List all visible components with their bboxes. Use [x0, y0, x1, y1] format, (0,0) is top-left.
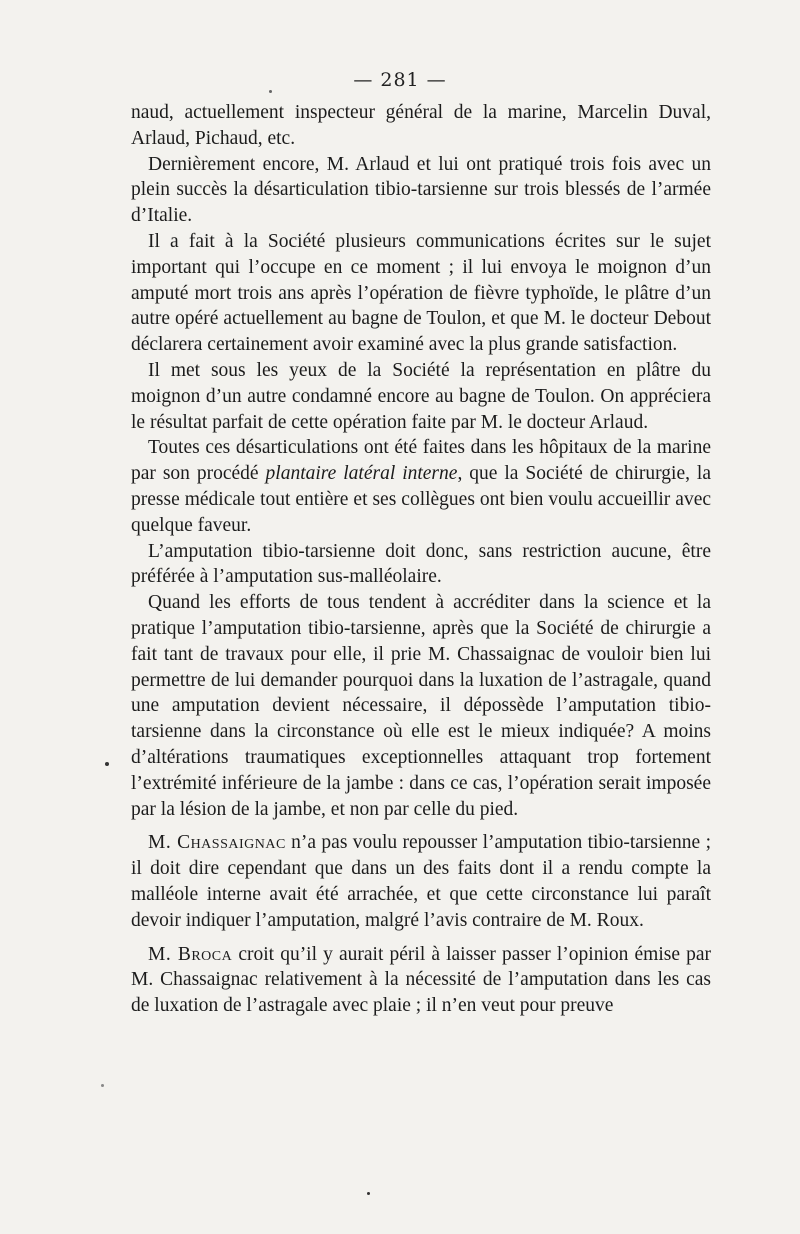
intervention-chassaignac — [131, 830, 711, 933]
procedure-name: plantaire latéral interne — [265, 463, 458, 485]
ink-speck — [105, 762, 109, 766]
paragraph-continuation: naud, actuellement inspecteur général de la marine, Marcelin Duval, Arlaud, Pichaud, etc. — [131, 102, 711, 149]
page-number: — 281 — — [353, 69, 447, 91]
ink-speck — [269, 90, 272, 93]
page-body — [131, 100, 711, 1019]
intervention-text: n’a pas voulu repousser l’amputation tibio-tarsienne ; il doit dire cependant que dans un des faits dont il a rendu compte la malléole interne avait été arrachée, et que cette circonstance lui paraît devoir indiquer l’amputation, malgré l’avis contraire de M. Roux. — [131, 832, 711, 931]
paragraph-text: Toutes ces désarticulations ont été faites dans les hôpitaux de la marine par son procédé — [131, 437, 711, 485]
paragraph: Quand les efforts de tous tendent à accréditer dans la science et la pratique l’amputation tibio-tarsienne, après que la Société de chirurgie a fait tant de travaux pour elle, il prie M. Chassaignac de vouloir bien lui permettre de lui demander pourquoi dans la luxation de l’astragale, quand une amputation devient nécessaire, il dépossède l’amputation tibio-tarsienne dans la circonstance où elle est le mieux indiquée? A moins d’altérations traumatiques exceptionnelles attaquant trop fortement l’extrémité inférieure de la jambe : dans ce cas, l’opération serait imposée par la lésion de la jambe, et non par celle du pied. — [131, 592, 711, 820]
paragraph: Il a fait à la Société plusieurs communications écrites sur le sujet important qui l’occupe en ce moment ; il lui envoya le moignon d’un amputé mort trois ans après l’opération de fièvre typhoïde, le plâtre d’un autre opéré actuellement au bagne de Toulon, et que M. le docteur Debout déclarera certainement avoir examiné avec la plus grande satisfaction. — [131, 230, 711, 356]
paragraph — [131, 435, 711, 538]
speaker-name: M. Broca — [148, 943, 233, 965]
intervention-text: croit qu’il y aurait péril à laisser passer l’opinion émise par M. Chassaignac relativement à la nécessité de l’amputation dans les cas de luxation de l’astragale avec plaie ; il n’en veut pour preuve — [131, 943, 711, 1017]
paragraph: Dernièrement encore, M. Arlaud et lui ont pratiqué trois fois avec un plein succès la désarticulation tibio-tarsienne sur trois blessés de l’armée d’Italie. — [131, 153, 711, 227]
paragraph: Il met sous les yeux de la Société la représentation en plâtre du moignon d’un autre condamné encore au bagne de Toulon. On appréciera le résultat parfait de cette opération faite par M. le docteur Arlaud. — [131, 359, 711, 433]
paragraph: L’amputation tibio-tarsienne doit donc, sans restriction aucune, être préférée à l’amputation sus-malléolaire. — [131, 540, 711, 588]
intervention-broca — [131, 942, 711, 1019]
paragraph-text: , que la Société de chirurgie, la presse médicale tout entière et ses collègues ont bien voulu accueillir avec quelque faveur. — [131, 463, 711, 536]
ink-speck — [367, 1192, 370, 1195]
ink-speck — [101, 1084, 104, 1087]
speaker-name: M. Chassaignac — [148, 832, 286, 854]
